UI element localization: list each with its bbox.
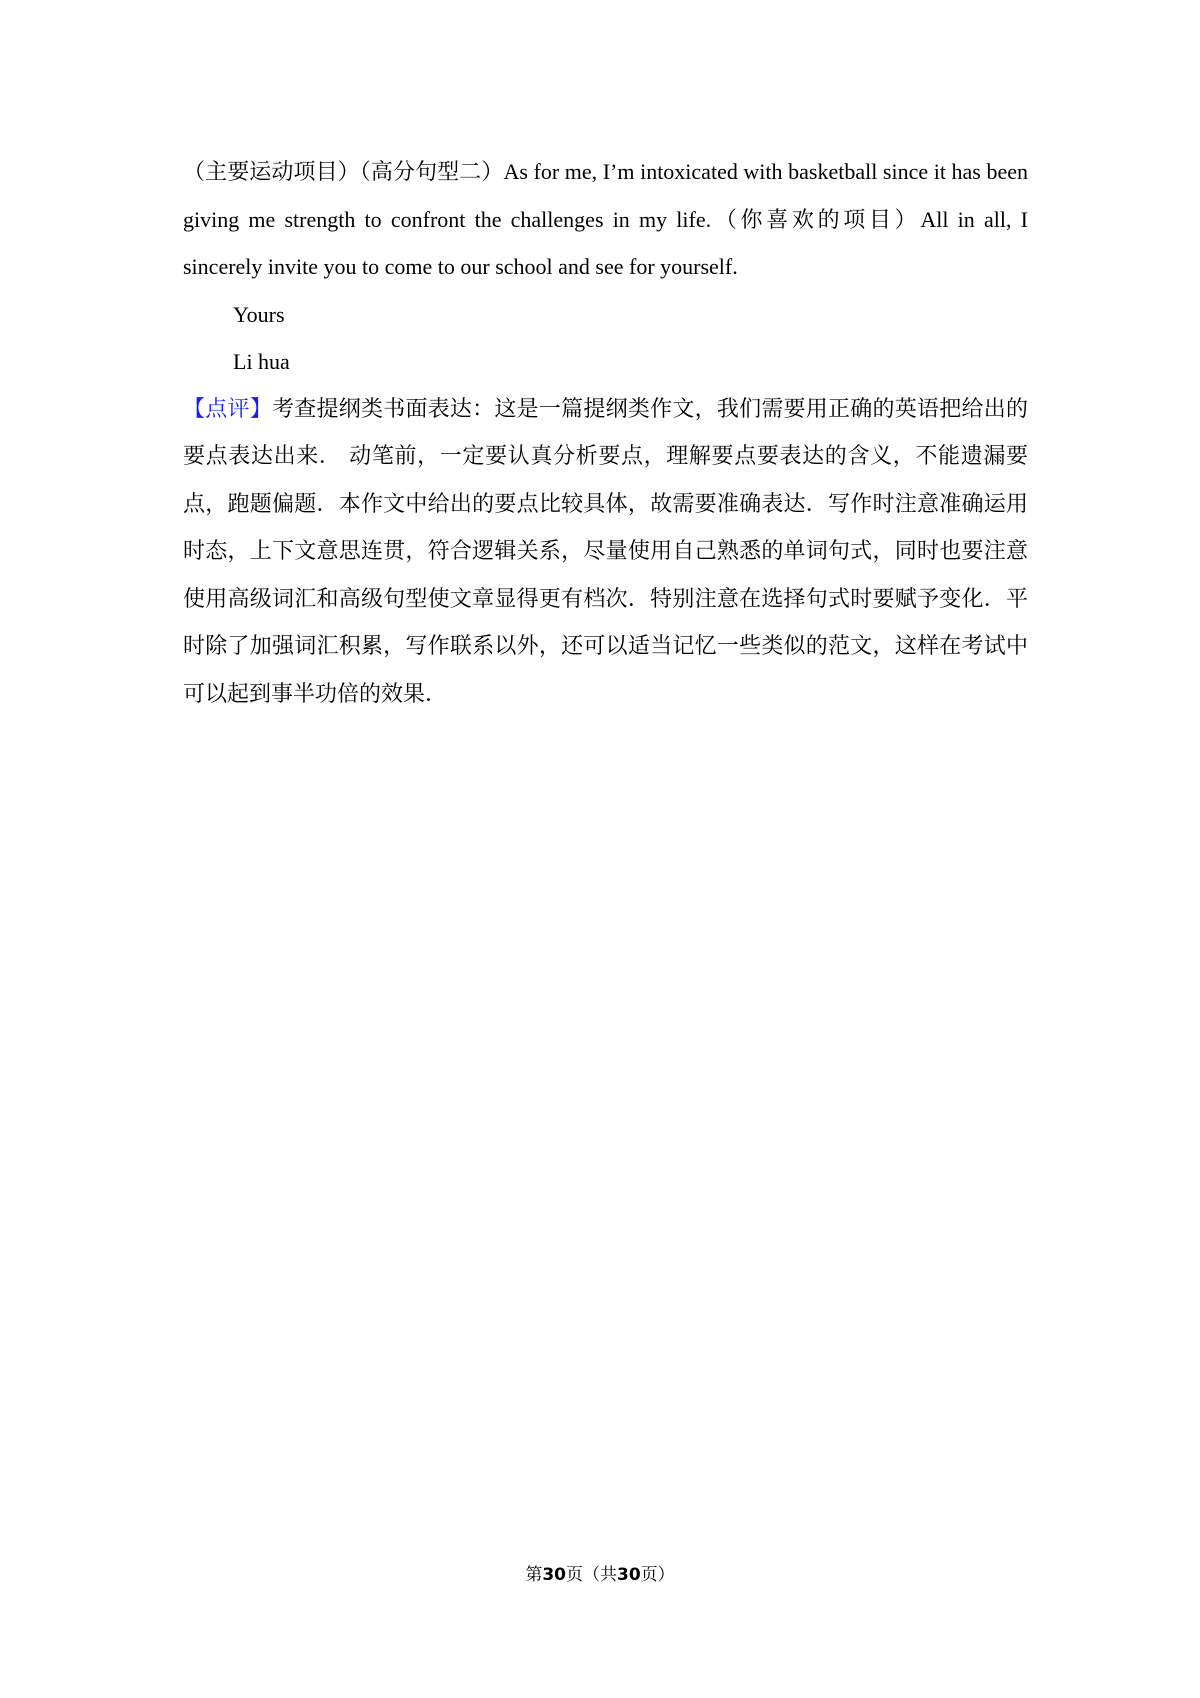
footer-middle: 页（共 xyxy=(566,1565,617,1585)
page-footer xyxy=(0,1560,1200,1585)
letter-closing: Yours xyxy=(233,301,285,327)
comment-paragraph xyxy=(183,386,1028,719)
footer-prefix: 第 xyxy=(525,1565,543,1585)
footer-page-number: 30 xyxy=(542,1565,566,1585)
footer-total-pages: 30 xyxy=(617,1565,641,1585)
letter-signature: Li hua xyxy=(233,349,290,374)
document-body xyxy=(183,148,1028,718)
comment-tag: 【点评】 xyxy=(183,396,272,422)
comment-text: 考查提纲类书面表达：这是一篇提纲类作文，我们需要用正确的英语把给出的要点表达出来． 动笔前，一定要认真分析要点，理解要点要表达的含义，不能遗漏要点，跑题偏题．本作文中给出的要点比较具体，故需要准确表达．写作时注意准确运用时态，上下文意思连贯，符合逻辑关系，尽量使用自己熟悉的单词句式，同时也要注意使用高级词汇和高级句型使文章显得更有档次．特别注意在选择句式时要赋予变化．平时除了加强词汇积累，写作联系以外，还可以适当记忆一些类似的范文，这样在考试中可以起到事半功倍的效果． xyxy=(183,396,1028,707)
footer-suffix: 页） xyxy=(640,1565,675,1585)
letter-body-paragraph: （主要运动项目）（高分句型二）As for me, I’m intoxicated with basketball since it has been giving me strength to confront the challenges in my life.（你喜欢的项目）All in all, I sincerely invite you to come to our school and see for yourself. xyxy=(183,159,1028,279)
